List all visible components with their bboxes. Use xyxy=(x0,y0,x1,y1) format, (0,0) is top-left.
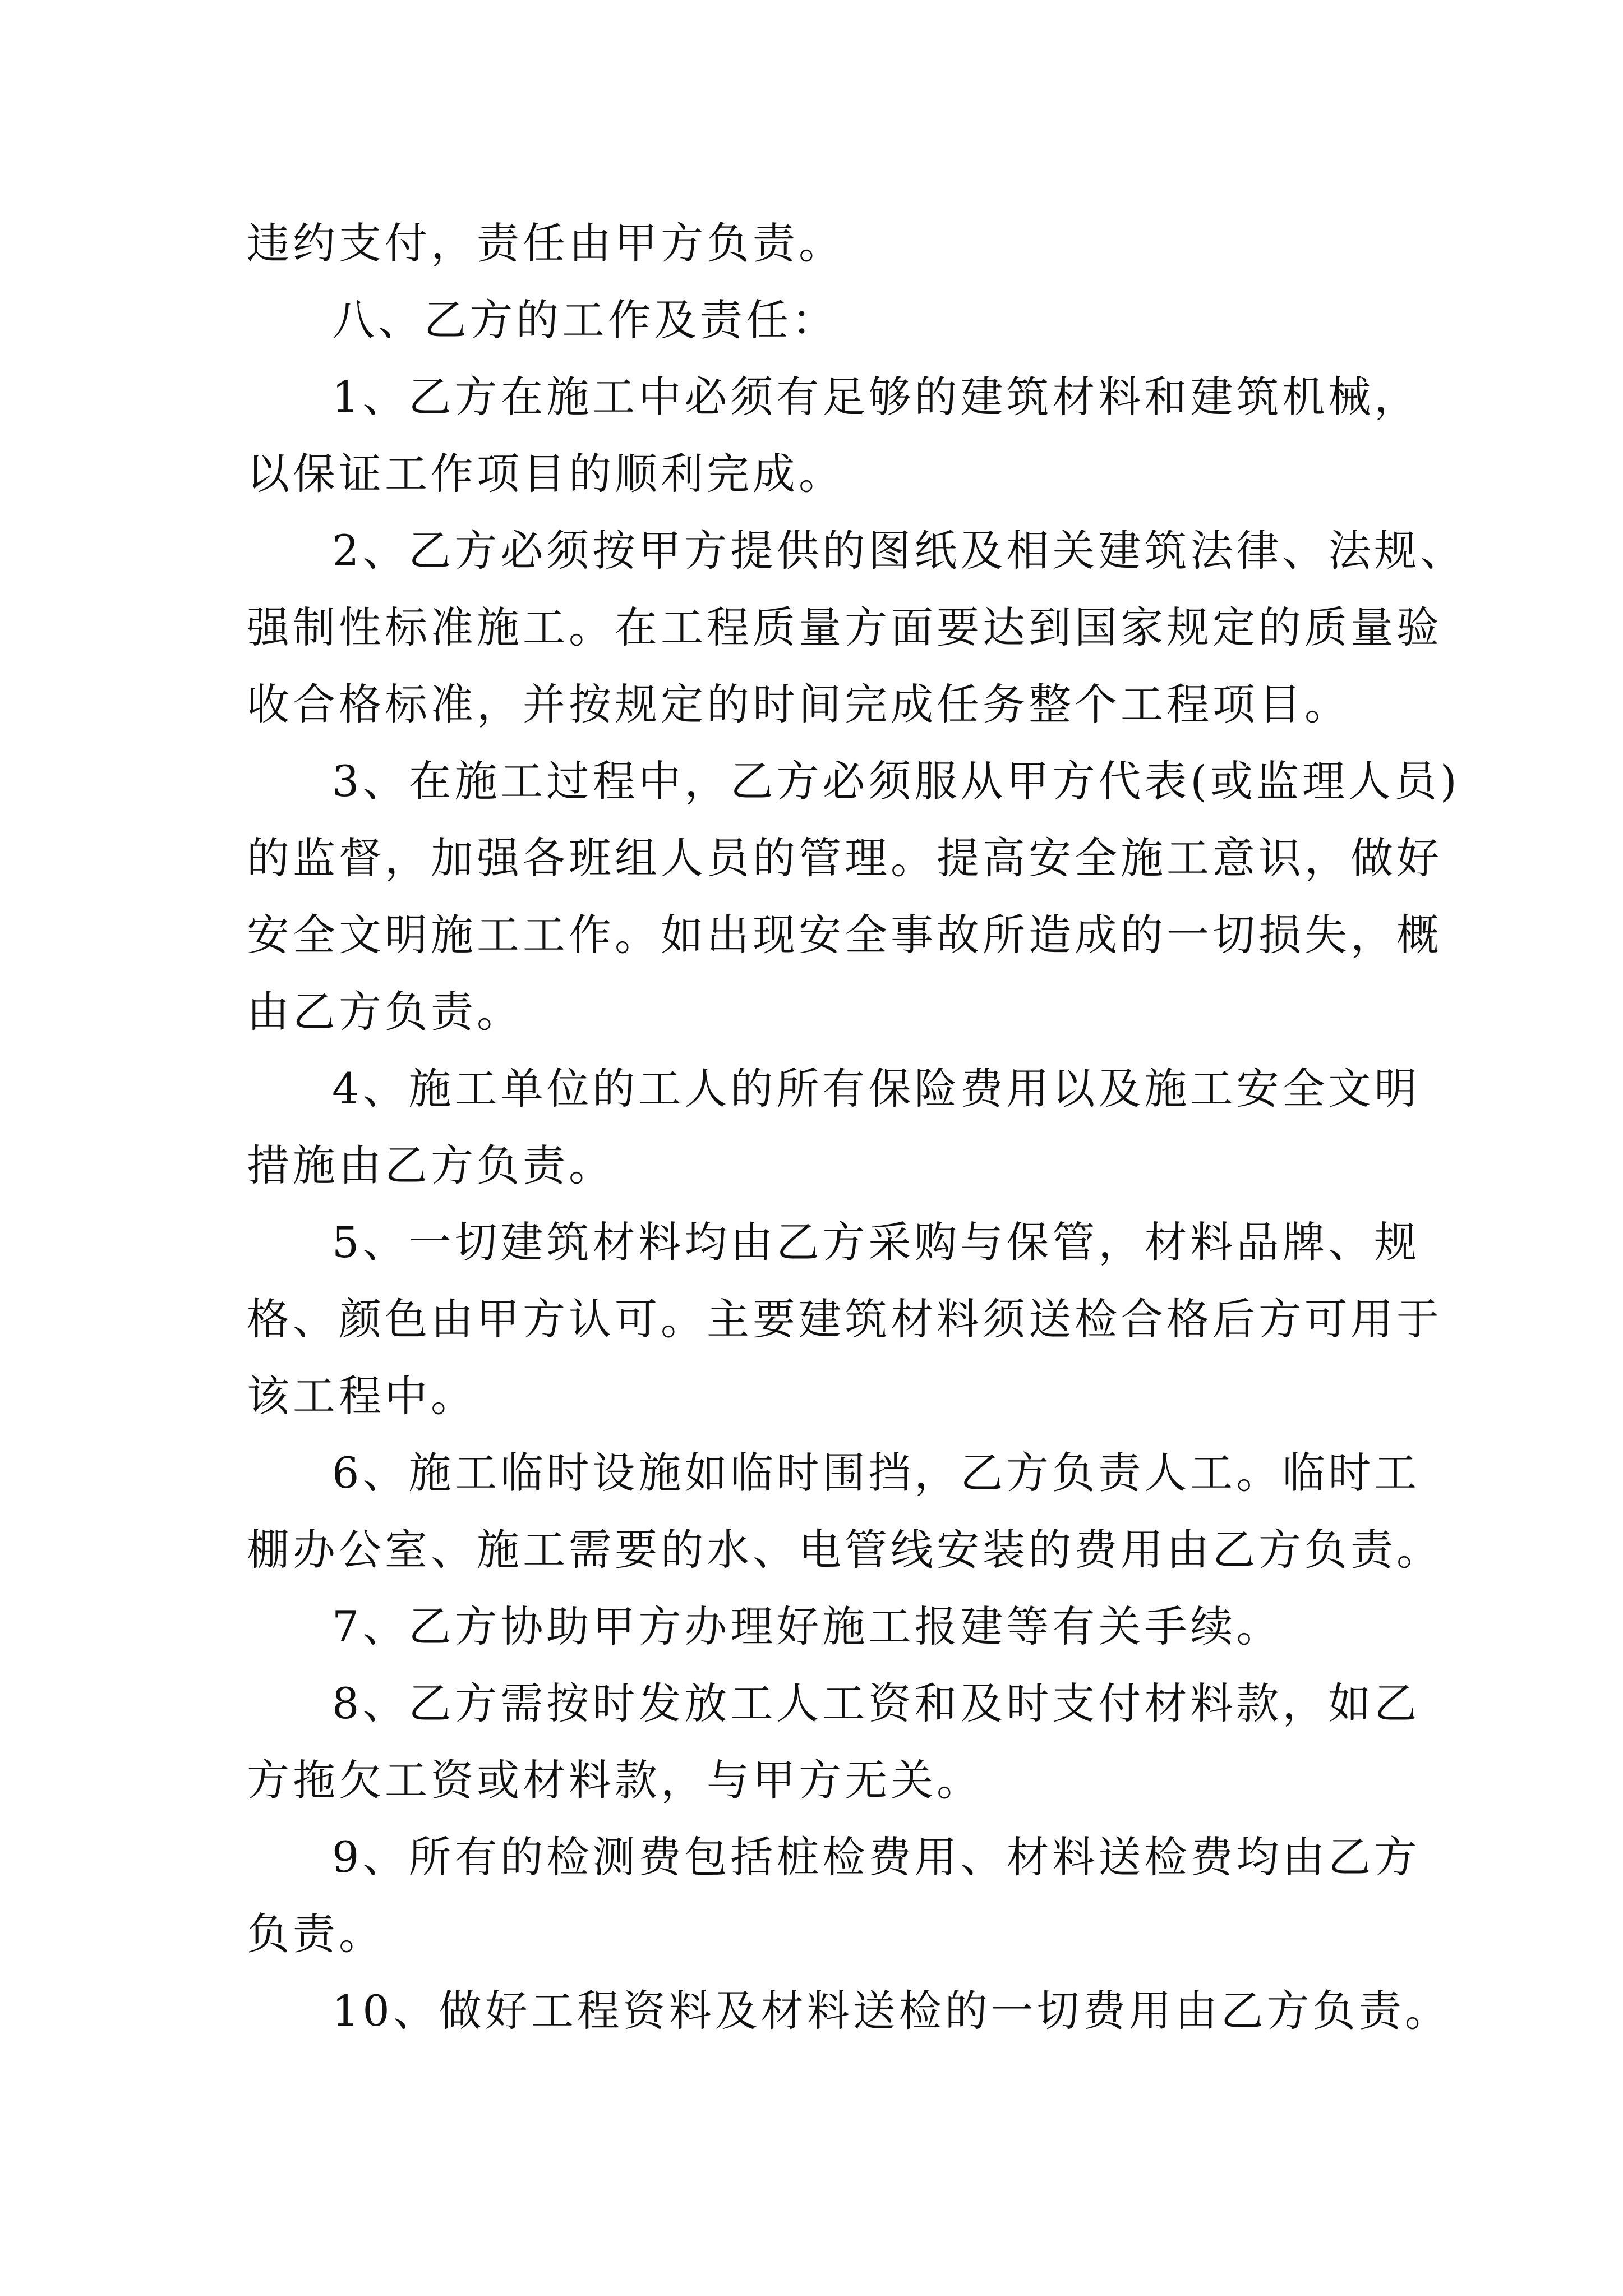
section-heading xyxy=(247,282,1396,358)
paragraph-item-1 xyxy=(247,358,1421,512)
text-line: 1、乙方在施工中必须有足够的建筑材料和建筑机械， xyxy=(332,372,1421,422)
text-line: 3、在施工过程中，乙方必须服从甲方代表(或监理人员) xyxy=(332,756,1460,806)
text-line: 收合格标准，并按规定的时间完成任务整个工程项目。 xyxy=(247,679,1350,729)
text-line: 8、乙方需按时发放工人工资和及时支付材料款，如乙 xyxy=(332,1678,1421,1728)
text-line: 格、颜色由甲方认可。主要建筑材料须送检合格后方可用于 xyxy=(247,1294,1442,1344)
text-line: 10、做好工程资料及材料送检的一切费用由乙方负责。 xyxy=(332,1986,1451,2036)
paragraph-item-5 xyxy=(247,1204,1442,1434)
text-line: 强制性标准施工。在工程质量方面要达到国家规定的质量验 xyxy=(247,602,1442,652)
paragraph-item-4 xyxy=(247,1050,1421,1204)
text-line: 2、乙方必须按甲方提供的图纸及相关建筑法律、法规、 xyxy=(332,526,1467,576)
paragraph-item-9 xyxy=(247,1819,1421,1972)
text-line: 7、乙方协助甲方办理好施工报建等有关手续。 xyxy=(332,1602,1283,1651)
text-line: 措施由乙方负责。 xyxy=(247,1140,615,1190)
text-line: 负责。 xyxy=(247,1909,385,1959)
text-line: 棚办公室、施工需要的水、电管线安装的费用由乙方负责。 xyxy=(247,1525,1442,1575)
text-line: 安全文明施工工作。如出现安全事故所造成的一切损失，概 xyxy=(247,910,1442,960)
text-line: 以保证工作项目的顺利完成。 xyxy=(247,449,845,499)
text-line: 6、施工临时设施如临时围挡，乙方负责人工。临时工 xyxy=(332,1448,1421,1498)
paragraph-item-3 xyxy=(247,743,1460,1050)
text-line: 方拖欠工资或材料款，与甲方无关。 xyxy=(247,1755,983,1805)
text-line: 5、一切建筑材料均由乙方采购与保管，材料品牌、规 xyxy=(332,1217,1421,1267)
text-line: 的监督，加强各班组人员的管理。提高安全施工意识，做好 xyxy=(247,833,1442,883)
paragraph xyxy=(247,205,1396,282)
paragraph-item-6 xyxy=(247,1434,1442,1588)
text-line: 八、乙方的工作及责任： xyxy=(332,295,838,345)
paragraph-item-10 xyxy=(247,1972,1451,2049)
paragraph-item-7 xyxy=(247,1588,1396,1665)
text-line: 该工程中。 xyxy=(247,1371,477,1421)
text-line: 违约支付，责任由甲方负责。 xyxy=(247,218,845,268)
paragraph-item-2 xyxy=(247,512,1467,743)
text-line: 4、施工单位的工人的所有保险费用以及施工安全文明 xyxy=(332,1064,1421,1114)
text-line: 9、所有的检测费包括桩检费用、材料送检费均由乙方 xyxy=(332,1832,1421,1882)
text-line: 由乙方负责。 xyxy=(247,987,523,1037)
document-body xyxy=(247,205,1467,2049)
paragraph-item-8 xyxy=(247,1665,1421,1819)
